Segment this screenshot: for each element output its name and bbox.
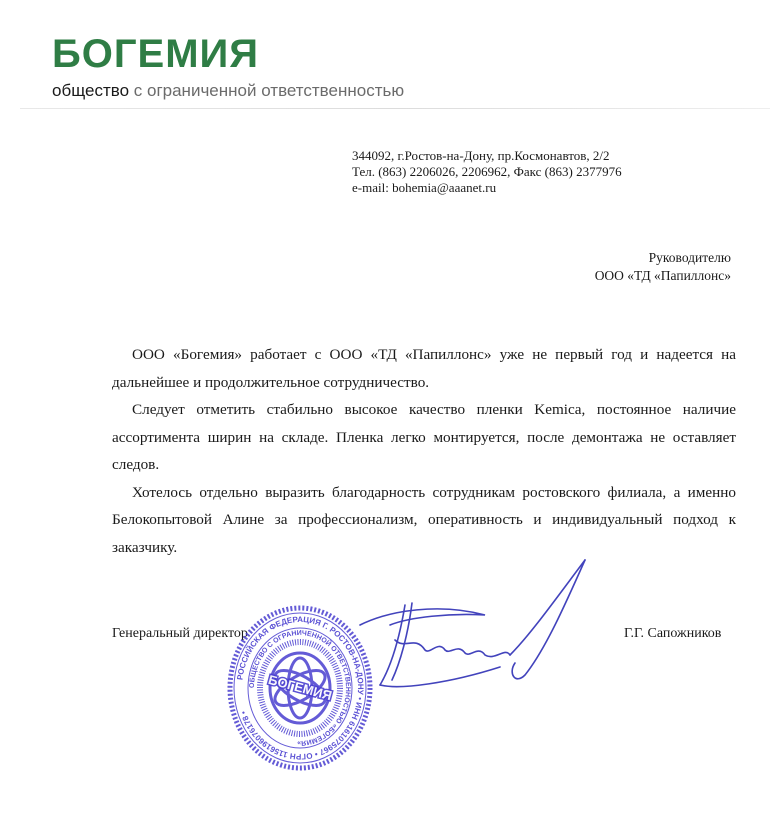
- header-divider: [20, 108, 770, 109]
- svg-text:ОБЩЕСТВО С ОГРАНИЧЕННОЙ ОТВЕТС: ОБЩЕСТВО С ОГРАНИЧЕННОЙ ОТВЕТСТВЕННОСТЬЮ «БОГЕМИЯ»: [248, 629, 352, 747]
- company-legal-form: [52, 82, 404, 99]
- paragraph: Хотелось отдельно выразить благодарность сотрудникам ростовского филиала, а именно Белокопытовой Алине за профессионализм, оперативность и индивидуальный подход к заказчику.: [112, 483, 736, 556]
- svg-text:РОССИЙСКАЯ ФЕДЕРАЦИЯ Г. РОСТОВ: РОССИЙСКАЯ ФЕДЕРАЦИЯ Г. РОСТОВ-НА-ДОНУ • ИНН 6161075967 • ОГРН 1156196076178 •: [235, 614, 366, 762]
- paragraph: ООО «Богемия» работает с ООО «ТД «Папиллонс» уже не первый год и надеется на дальнейшее и продолжительное сотрудничество.: [112, 346, 736, 391]
- company-logo: БОГЕМИЯ: [52, 32, 260, 76]
- addressee-company: ООО «ТД «Папиллонс»: [594, 268, 731, 283]
- legal-form-dark: общество: [52, 81, 130, 100]
- letter-body: [112, 341, 736, 561]
- addressee-title: Руководителю: [648, 250, 731, 265]
- handwritten-signature-icon: [300, 555, 620, 715]
- email: e-mail: bohemia@aaanet.ru: [352, 180, 497, 195]
- addressee-block: [595, 249, 731, 285]
- signatory-name: Г.Г. Сапожников: [624, 626, 722, 641]
- paragraph: Следует отметить стабильно высокое качество пленки Kemica, постоянное наличие ассортимента ширин на складе. Пленка легко монтируется, после демонтажа не оставляет следов.: [112, 401, 736, 473]
- svg-text:БОГЕМИЯ: БОГЕМИЯ: [266, 671, 334, 704]
- legal-form-light: с ограниченной ответственностью: [133, 81, 405, 100]
- address: 344092, г.Ростов-на-Дону, пр.Космонавтов, 2/2: [352, 148, 610, 163]
- signatory-title: Генеральный директор: [112, 626, 248, 641]
- contact-block: [352, 148, 622, 196]
- phone: Тел. (863) 2206026, 2206962, Факс (863) 2377976: [352, 164, 622, 179]
